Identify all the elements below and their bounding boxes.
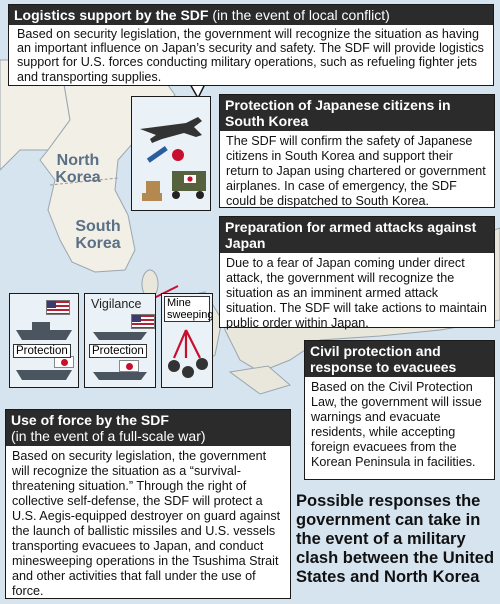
mine-icon: [162, 294, 212, 386]
logistics-support-box: [8, 4, 494, 86]
logistics-illustration: [131, 96, 211, 211]
logistics-body: Based on security legislation, the government will recognize the situation as having an important influence on Japan’s security and safety. The SDF will provide logistics support for U.S. forces conducting military operations, such as refueling fighter jets and transporting supplies.: [17, 27, 484, 84]
civil-protection-box: [304, 340, 495, 480]
use-of-force-box: [5, 409, 291, 599]
vigilance-panel: [84, 293, 156, 388]
preparation-body: Due to a fear of Japan coming under direct attack, the government will recognize the situation as an imminent armed attack situation. The SDF will take actions to maintain public order within Japan.: [226, 256, 487, 330]
preparation-header: Preparation for armed attacks against Japan: [220, 217, 494, 253]
ship-icon: [10, 294, 78, 386]
destroyer-icon: [85, 294, 155, 386]
logistics-title: Logistics support by the SDF: [14, 7, 209, 23]
protection-citizens-box: [219, 94, 495, 208]
protection-citizens-body: The SDF will confirm the safety of Japanese citizens in South Korea and support their return to Japan using chartered or government airplanes. In case of emergency, the SDF could be dispatched to South Korea.: [226, 134, 486, 208]
main-caption: Possible responses the government can take in the event of a military clash between the United States and North Korea: [296, 492, 495, 586]
logistics-header: [9, 5, 493, 25]
civil-protection-header: Civil protection and response to evacuees: [305, 341, 494, 377]
south-korea-label: South Korea: [75, 218, 121, 252]
protection-citizens-header: Protection of Japanese citizens in South Korea: [220, 95, 494, 131]
use-of-force-subtitle: (in the event of a full-scale war): [11, 428, 206, 444]
japan-flag-icon-2: [119, 360, 139, 372]
civil-protection-body: Based on the Civil Protection Law, the government will issue warnings and evacuate residents, while accepting foreign evacuees from the Korean Peninsula in facilities.: [311, 380, 482, 469]
use-of-force-header: [6, 410, 290, 446]
mine-sweeping-label: Mine sweeping: [164, 296, 210, 322]
vigilance-label: Vigilance: [91, 297, 142, 311]
protection-label-2: Protection: [89, 344, 147, 358]
preparation-box: [219, 216, 495, 328]
north-korea-label: North Korea: [55, 152, 101, 186]
mine-sweeping-panel: [161, 293, 213, 388]
use-of-force-body: Based on security legislation, the government will recognize the situation as a “survival-threatening situation.” Through the right of collective self-defense, the SDF will protect a U.S. Aegis-equipped destroyer on guard against the launch of ballistic missiles and U.S. vessels transporting evacuees to Japan, and conduct minesweeping operations in the Tsushima Strait and other activities that fall under the use of force.: [12, 449, 281, 598]
logistics-subtitle: (in the event of local conflict): [212, 7, 390, 23]
protection-panel-1: [9, 293, 79, 388]
use-of-force-title: Use of force by the SDF: [11, 412, 169, 428]
jet-truck-icon: [132, 97, 209, 209]
protection-label-1: Protection: [13, 344, 71, 358]
